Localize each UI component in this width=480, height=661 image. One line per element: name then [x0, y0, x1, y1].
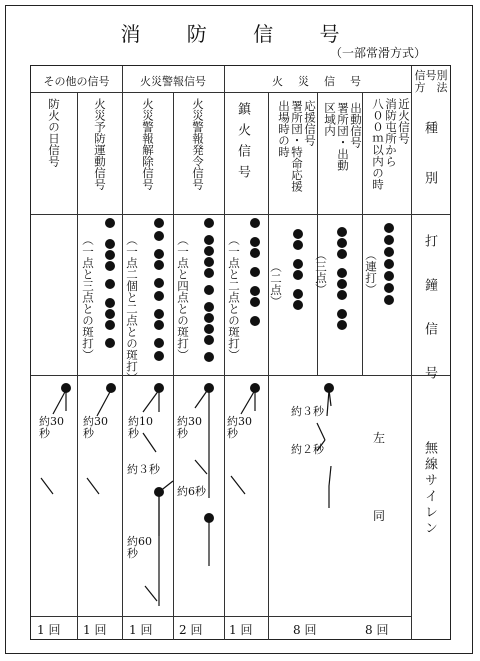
count-chinka: 1 回: [229, 623, 253, 637]
row-label-siren: 無線サイレン: [422, 441, 437, 537]
group-method: 信号別 方 法: [414, 69, 448, 94]
group-fire: 火 災 信 号: [272, 75, 363, 88]
siren-label-kaijo-2: 約３秒: [127, 463, 160, 476]
strike-desc-shutsudou: （三点）: [314, 249, 328, 295]
siren-label-chinka: 約30秒: [227, 415, 252, 440]
page-title: 消 防 信 号: [120, 22, 360, 46]
col-name-hatsurei: 火災警報発令信号: [191, 98, 205, 190]
strike-desc-chinka: （一点と二点との斑打）: [227, 234, 241, 361]
siren-label-kaijo-3: 約60秒: [127, 535, 152, 560]
siren-label-kinka-2: 同: [373, 509, 386, 523]
col-name-yobou: 火災予防運動信号: [93, 98, 107, 190]
bell-dots: [105, 218, 394, 362]
siren-label-kaijo-1: 約10秒: [128, 415, 153, 440]
group-other: その他の信号: [43, 75, 110, 88]
col-name-ouen: 応援信号 署所団・特命応援 出場時の時: [277, 100, 317, 192]
siren-label-kinka-1: 左: [373, 431, 386, 445]
strike-desc-kaijo: （一点二個と二点との斑打）: [125, 234, 139, 384]
count-kinka: 8 回: [365, 623, 389, 637]
count-hatsurei: 2 回: [179, 623, 203, 637]
count-bouka: 1 回: [37, 623, 61, 637]
signal-graphics: [31, 66, 452, 641]
group-alert: 火災警報信号: [140, 75, 206, 88]
count-yobou: 1 回: [83, 623, 107, 637]
signal-table: [30, 65, 451, 640]
col-name-chinka: 鎮火信号: [235, 102, 250, 186]
row-label-kind: 種 別: [422, 121, 437, 196]
strike-desc-hatsurei: （一点と四点との斑打）: [176, 234, 190, 361]
col-name-kinka: 近火信号 消防屯所から 八００ｍ以内の時: [371, 98, 411, 190]
col-name-kaijo: 火災警報解除信号: [141, 98, 155, 190]
strike-desc-ouen: （二点）: [269, 261, 283, 307]
count-kaijo: 1 回: [129, 623, 153, 637]
count-ouen: 8 回: [293, 623, 317, 637]
strike-desc-bouka: （一点と三点との斑打）: [81, 234, 95, 361]
siren-label-bouka: 約30秒: [39, 415, 64, 440]
siren-label-hatsurei-2: 約6秒: [177, 485, 206, 498]
siren-label-yobou: 約30秒: [83, 415, 108, 440]
siren-label-hatsurei-1: 約30秒: [177, 415, 202, 440]
siren-label-ouen-2: 約２秒: [291, 443, 324, 456]
col-name-bouka: 防火の日信号: [47, 98, 61, 167]
row-label-bell: 打 鐘 信 号: [422, 234, 437, 388]
siren-label-ouen-1: 約３秒: [291, 405, 324, 418]
page-subtitle: （一部常滑方式）: [330, 46, 427, 60]
strike-desc-kinka: （連打）: [364, 249, 378, 295]
col-name-shutsudou: 出動信号 署所団・出動 区域内: [323, 102, 363, 171]
